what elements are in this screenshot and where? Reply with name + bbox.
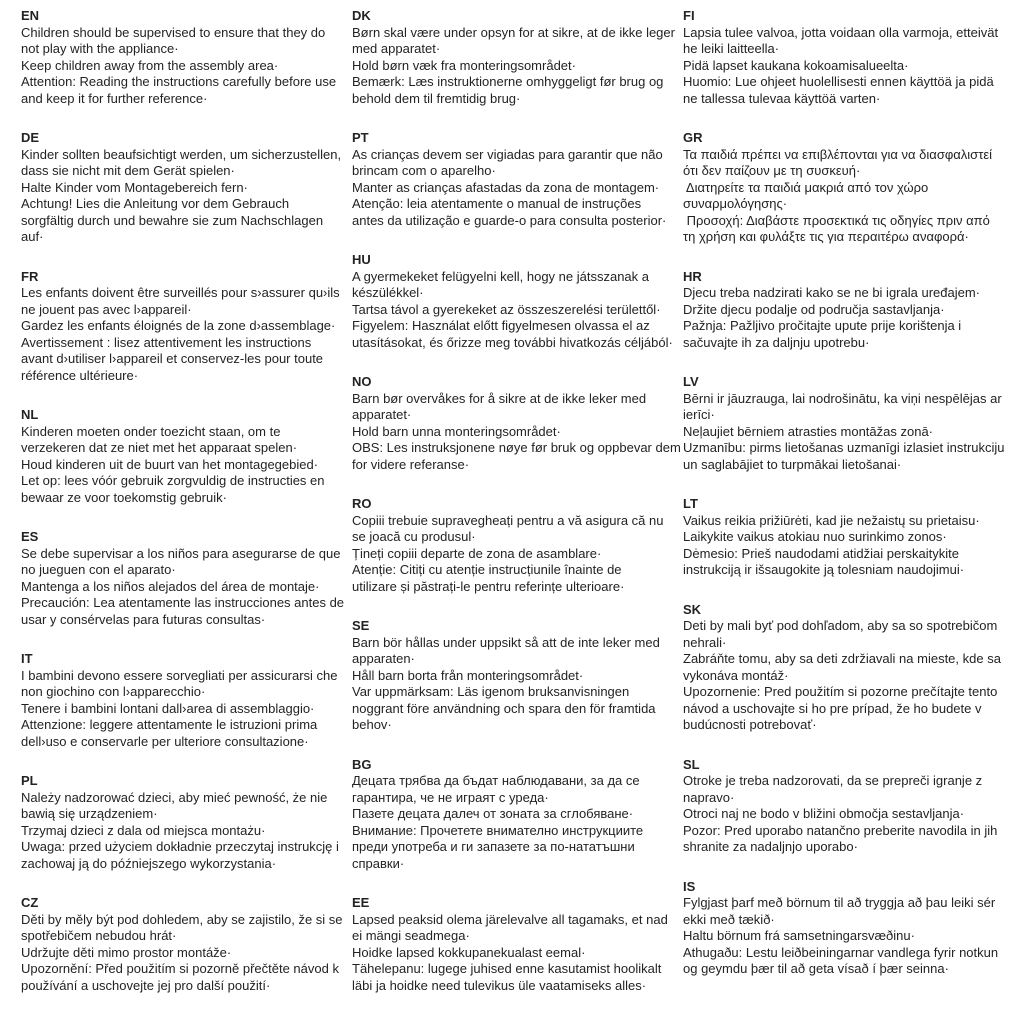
language-section-pl: [21, 773, 351, 872]
instruction-line: Attention: Reading the instructions carefully before use: [21, 74, 337, 89]
instruction-line: ei mängi seadmega·: [352, 928, 470, 943]
instruction-line: Pozor: Pred uporabo natančno preberite navodila in jih: [683, 822, 998, 838]
instruction-line: Halte Kinder vom Montagebereich fern·: [21, 179, 248, 195]
language-section-ee: [352, 895, 682, 994]
language-code-label: RO: [352, 496, 372, 511]
instruction-line: Les enfants doivent être surveillés pour s›assurer qu›ils: [21, 285, 340, 300]
instruction-line: гарантира, че не играят с уреда·: [352, 789, 549, 805]
instruction-line: Децата трябва да бъдат наблюдавани, за да се: [352, 773, 640, 788]
language-section-es: [21, 529, 351, 628]
instruction-line: OBS: Les instruksjonene nøye før bruk og oppbevar dem: [352, 440, 681, 455]
language-section-hu: [352, 252, 682, 351]
instruction-line: and keep it for further reference·: [21, 90, 208, 106]
language-code-label: DK: [352, 8, 371, 23]
instruction-line: Προσοχή: Διαβάστε προσεκτικά τις οδηγίες πριν από: [683, 212, 990, 228]
instruction-line: apparatet·: [352, 407, 412, 422]
instruction-line: Pidä lapset kaukana kokoamisalueelta·: [683, 57, 909, 73]
instruction-line: Hold børn væk fra monteringsområdet·: [352, 57, 576, 73]
instruction-line: Neļaujiet bērniem atrasties montāžas zonā·: [683, 423, 934, 439]
instruction-line: Børn skal være under opsyn for at sikre, at de ikke leger: [352, 24, 675, 40]
language-code-label: GR: [683, 130, 703, 145]
language-code-label: IS: [683, 878, 696, 894]
instruction-line: Uwaga: przed użyciem dokładnie przeczytaj instrukcję i: [21, 839, 339, 854]
instruction-line: Τα παιδιά πρέπει να επιβλέπονται για να διασφαλιστεί: [683, 146, 993, 162]
instruction-line: référence ultérieure·: [21, 367, 139, 383]
instruction-line: Kinder sollten beaufsichtigt werden, um sicherzustellen,: [21, 146, 342, 162]
instruction-line: avant d›utiliser l›appareil et conservez-les pour toute: [21, 351, 324, 366]
instruction-line: Barn bör hållas under uppsikt så att de inte leker med: [352, 634, 660, 650]
instruction-line: noggrant före användning och spara den för framtida: [352, 700, 656, 716]
instruction-line: not play with the appliance·: [21, 41, 179, 56]
instruction-line: instrukciją ir išsaugokite ją tolesniam naudojimui·: [683, 562, 965, 577]
instruction-line: un saglabājiet to turpmākai lietošanai·: [683, 456, 902, 472]
instruction-line: συναρμολόγησης·: [683, 196, 788, 211]
instruction-line: läbi ja hoidke need tulevikus üle vaatamiseks alles·: [352, 977, 647, 993]
language-section-cz: [21, 895, 351, 994]
language-code-label: SE: [352, 618, 370, 633]
instruction-line: for videre referanse·: [352, 456, 470, 472]
language-section-ro: [352, 496, 682, 595]
language-code-label: NL: [21, 407, 39, 422]
instruction-line: non giochino con l›apparecchio·: [21, 684, 206, 699]
language-code-label: SL: [683, 756, 700, 772]
instruction-line: Figyelem: Használat előtt figyelmesen olvassa el az: [352, 318, 650, 333]
instruction-line: Var uppmärksam: Läs igenom bruksanvisningen: [352, 684, 630, 699]
language-section-pt: [352, 130, 682, 229]
instruction-line: Bērni ir jāuzrauga, lai nodrošinātu, ka viņi nespēlējas ar: [683, 390, 1002, 406]
instruction-line: sačuvajte ih za daljnju upotrebu·: [683, 334, 870, 350]
instruction-line: Trzymaj dzieci z dala od miejsca montażu·: [21, 822, 266, 838]
language-section-lt: [683, 496, 1021, 579]
language-section-se: [352, 618, 682, 734]
instruction-line: Lapsed peaksid olema järelevalve all tagamaks, et nad: [352, 911, 668, 927]
instruction-line: Haltu börnum frá samsetningarsvæðinu·: [683, 928, 915, 943]
instruction-line: budúcnosti potrebovať·: [683, 717, 817, 732]
instruction-line: τη χρήση και φυλάξτε τις για περαιτέρω αναφορά·: [683, 229, 969, 244]
instruction-line: he leiki laitteella·: [683, 41, 780, 56]
language-code-label: EE: [352, 895, 370, 910]
instruction-line: ότι δεν παίζουν με τη συσκευή·: [683, 163, 861, 178]
instruction-line: Mantenga a los niños alejados del área de montaje·: [21, 578, 320, 594]
language-code-label: PT: [352, 130, 369, 145]
instruction-line: I bambini devono essere sorvegliati per assicurarsi che: [21, 667, 338, 683]
instruction-line: Otroci naj ne bodo v bližini območja sestavljanja·: [683, 806, 965, 821]
instruction-line: Children should be supervised to ensure that they do: [21, 24, 326, 40]
language-code-label: FR: [21, 268, 39, 284]
language-section-sk: [683, 602, 1021, 734]
instruction-line: Hold barn unna monteringsområdet·: [352, 423, 561, 439]
instruction-line: készülékkel·: [352, 285, 424, 300]
instruction-line: Пазете децата далеч от зоната за сглобяване·: [352, 806, 634, 821]
language-code-label: NO: [352, 374, 372, 389]
instruction-line: Tähelepanu: lugege juhised enne kasutamist hoolikalt: [352, 961, 662, 976]
instruction-line: Děti by měly být pod dohledem, aby se zajistilo, že si se: [21, 911, 343, 927]
language-code-label: BG: [352, 756, 372, 772]
language-section-no: [352, 374, 682, 473]
instruction-line: zachowaj ją do późniejszego wykorzystania·: [21, 855, 277, 871]
instruction-line: Achtung! Lies die Anleitung vor dem Gebrauch: [21, 196, 290, 211]
language-code-label: HR: [683, 268, 702, 284]
instruction-line: Gardez les enfants éloignés de la zone d›assemblage·: [21, 318, 336, 333]
language-section-sl: [683, 757, 1021, 856]
language-code-label: EN: [21, 8, 40, 23]
instruction-line: ne tallessa tulevaa käyttöä varten·: [683, 90, 881, 106]
language-section-bg: [352, 757, 682, 873]
instruction-line: návod a uschovajte si ho pre prípad, že ho budete v: [683, 700, 982, 716]
instruction-line: antes da utilização e guarde-o para consulta posterior·: [352, 212, 667, 228]
language-code-label: PL: [21, 773, 38, 788]
language-section-gr: [683, 130, 1021, 246]
instruction-line: Otroke je treba nadzorovati, da se prepreči igranje z: [683, 773, 983, 788]
instruction-line: med apparatet·: [352, 41, 441, 56]
instruction-line: Внимание: Прочетете внимателно инструкциите: [352, 822, 644, 838]
instruction-line: vykonáva montáž·: [683, 667, 789, 683]
instructions-column-3: [683, 8, 1021, 1001]
language-code-label: IT: [21, 651, 33, 666]
instruction-line: Avertissement : lisez attentivement les instructions: [21, 334, 312, 350]
language-code-label: LT: [683, 496, 698, 511]
language-code-label: CZ: [21, 895, 39, 910]
language-section-lv: [683, 374, 1021, 473]
instruction-line: Copiii trebuie supravegheați pentru a vă asigura că nu: [352, 512, 664, 528]
instruction-line: Se debe supervisar a los niños para asegurarse de que: [21, 545, 341, 561]
instruction-line: справки·: [352, 855, 405, 871]
instruction-line: používání a uschovejte jej pro další použití·: [21, 977, 271, 993]
instruction-line: Pažnja: Pažljivo pročitajte upute prije korištenja i: [683, 318, 962, 333]
instruction-line: Tartsa távol a gyerekeket az összeszerelési területtől·: [352, 301, 661, 317]
language-code-label: HU: [352, 252, 371, 267]
instruction-line: Kinderen moeten onder toezicht staan, om te: [21, 423, 281, 439]
instruction-line: Tenere i bambini lontani dall›area di assemblaggio·: [21, 700, 315, 716]
instruction-line: Laikykite vaikus atokiau nuo surinkimo zonos·: [683, 529, 947, 544]
instruction-line: Uzmanību: pirms lietošanas uzmanīgi izlasiet instrukciju: [683, 440, 1005, 455]
instruction-line: Διατηρείτε τα παιδιά μακριά από τον χώρο: [683, 179, 929, 195]
instruction-line: auf·: [21, 229, 44, 244]
language-code-label: LV: [683, 374, 699, 389]
instruction-line: Attenzione: leggere attentamente le istruzioni prima: [21, 717, 318, 732]
instruction-line: apparaten·: [352, 651, 415, 666]
instruction-line: Athugaðu: Lestu leiðbeiningarnar vandlega fyrir notkun: [683, 944, 999, 960]
language-code-label: FI: [683, 8, 695, 23]
language-section-hr: [683, 269, 1021, 352]
language-section-en: [21, 8, 351, 107]
instruction-line: bewaar ze voor toekomstig gebruik·: [21, 489, 227, 505]
instruction-line: A gyermekeket felügyelni kell, hogy ne játsszanak a: [352, 268, 650, 284]
instruction-line: no jueguen con el aparato·: [21, 562, 176, 577]
instruction-line: nehrali·: [683, 634, 727, 650]
instruction-line: Fylgjast þarf með börnum til að tryggja að þau leiki sér: [683, 895, 996, 910]
language-section-it: [21, 651, 351, 750]
instruction-line: Dėmesio: Prieš naudodami atidžiai perskaitykite: [683, 545, 960, 561]
instruction-line: Bemærk: Læs instruktionerne omhyggeligt før brug og: [352, 74, 664, 89]
instruction-line: ierīci·: [683, 407, 715, 422]
instruction-line: Należy nadzorować dzieci, aby mieć pewność, że nie: [21, 789, 328, 805]
instructions-column-1: [21, 8, 351, 1017]
instruction-line: Houd kinderen uit de buurt van het montagegebied·: [21, 456, 319, 472]
language-section-is: [683, 879, 1021, 978]
instruction-line: Upozornenie: Pred použitím si pozorne prečítajte tento: [683, 684, 998, 699]
instruction-line: verzekeren dat ze niet met het apparaat spelen·: [21, 440, 298, 455]
language-section-nl: [21, 407, 351, 506]
instruction-line: Manter as crianças afastadas da zona de montagem·: [352, 179, 660, 195]
instruction-line: spotřebičem nebudou hrát·: [21, 928, 177, 943]
language-code-label: SK: [683, 601, 702, 617]
instruction-line: Barn bør overvåkes for å sikre at de ikke leker med: [352, 390, 647, 406]
language-section-fr: [21, 269, 351, 385]
instruction-line: Deti by mali byť pod dohľadom, aby sa so spotrebičom: [683, 618, 998, 633]
instruction-line: sorgfältig durch und bewahre sie zum Nachschlagen: [21, 212, 324, 228]
instruction-line: bawią się urządzeniem·: [21, 806, 158, 821]
instruction-line: Let op: lees vóór gebruik zorgvuldig de instructies en: [21, 473, 325, 488]
instruction-line: utasításokat, és őrizze meg további hivatkozás céljából·: [352, 334, 673, 350]
instruction-line: Keep children away from the assembly area·: [21, 57, 279, 73]
instruction-line: se joacă cu produsul·: [352, 529, 476, 544]
instruction-line: As crianças devem ser vigiadas para garantir que não: [352, 146, 663, 162]
language-section-de: [21, 130, 351, 246]
language-section-fi: [683, 8, 1021, 107]
instruction-line: behov·: [352, 717, 392, 732]
instruction-line: Huomio: Lue ohjeet huolellisesti ennen käyttöä ja pidä: [683, 74, 994, 89]
instruction-line: Țineți copiii departe de zona de asamblare·: [352, 545, 602, 561]
instruction-line: Atenção: leia atentamente o manual de instruções: [352, 196, 642, 211]
language-code-label: ES: [21, 529, 39, 544]
instruction-line: utilizare și păstrați-le pentru referințe ulterioare·: [352, 578, 625, 594]
instruction-line: shranite za nadaljnjo uporabo·: [683, 839, 858, 854]
instruction-line: ekki með tækið·: [683, 911, 775, 927]
instruction-line: преди употреба и ги запазете за по-нататъшни: [352, 839, 635, 854]
instruction-line: Hoidke lapsed kokkupanekualast eemal·: [352, 944, 586, 960]
instruction-line: Zabráňte tomu, aby sa deti zdržiavali na mieste, kde sa: [683, 651, 1001, 666]
instruction-line: ne jouent pas avec l›appareil·: [21, 301, 192, 317]
instruction-line: Precaución: Lea atentamente las instrucciones antes de: [21, 595, 345, 610]
instruction-line: Upozornění: Před použitím si pozorně přečtěte návod k: [21, 961, 339, 976]
instruction-line: usar y consérvelas para futuras consultas·: [21, 611, 266, 627]
instruction-line: og geymdu þær til að geta vísað í þær seinna·: [683, 961, 949, 976]
instruction-line: napravo·: [683, 789, 735, 805]
instruction-line: dass sie nicht mit dem Gerät spielen·: [21, 163, 235, 178]
instruction-line: Lapsia tulee valvoa, jotta voidaan olla varmoja, etteivät: [683, 24, 999, 40]
language-code-label: DE: [21, 130, 40, 145]
instruction-line: Håll barn borta från monteringsområdet·: [352, 667, 584, 683]
instruction-line: behold dem til fremtidig brug·: [352, 90, 521, 106]
instruction-line: Udržujte děti mimo prostor montáže·: [21, 944, 232, 960]
instruction-line: Atenție: Citiți cu atenție instrucțiunile înainte de: [352, 562, 622, 577]
instruction-line: Držite djecu podalje od područja sastavljanja·: [683, 301, 945, 317]
instruction-line: Djecu treba nadzirati kako se ne bi igrala uređajem·: [683, 285, 980, 300]
instruction-line: dell›uso e conservarle per ulteriore consultazione·: [21, 733, 309, 749]
instructions-column-2: [352, 8, 682, 1017]
language-section-dk: [352, 8, 682, 107]
instruction-line: brincam com o aparelho·: [352, 163, 496, 178]
instruction-line: Vaikus reikia prižiūrėti, kad jie nežaistų su prietaisu·: [683, 512, 980, 528]
